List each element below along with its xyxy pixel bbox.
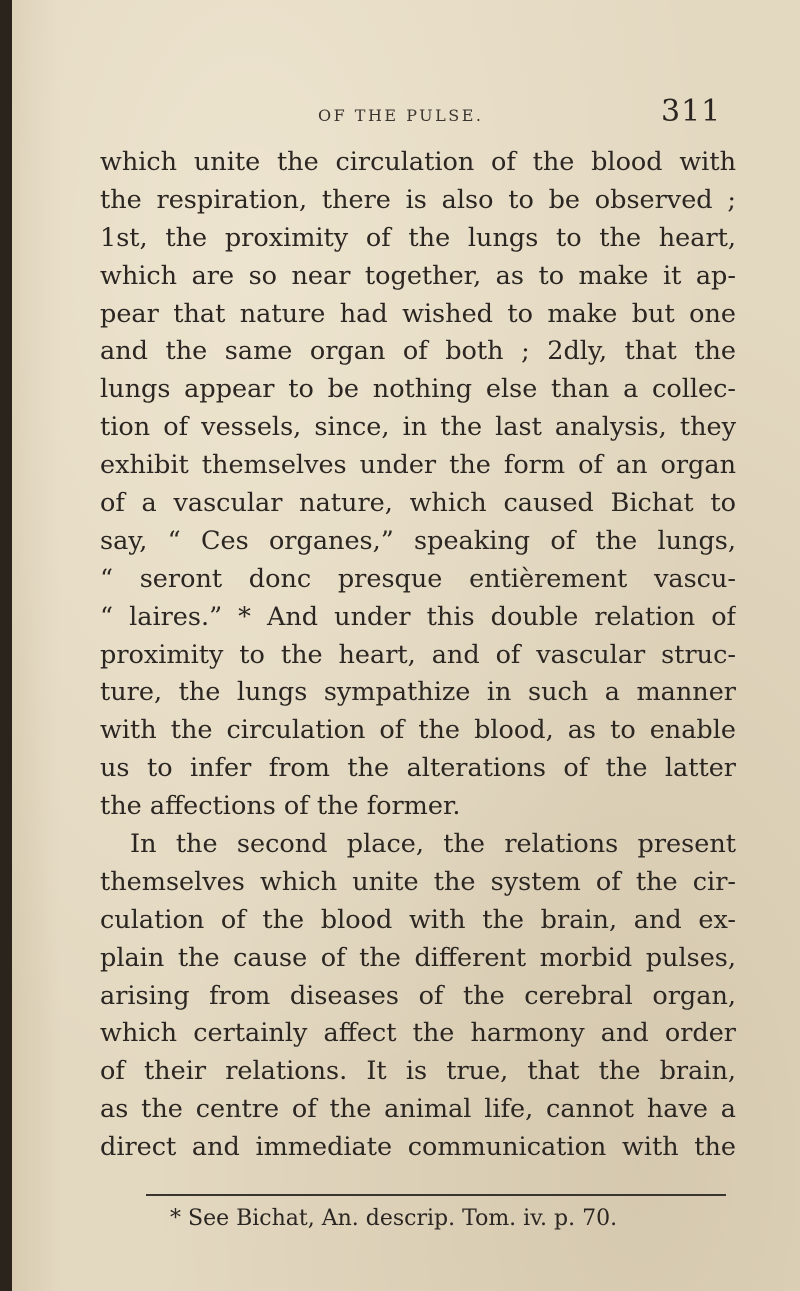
footnote: * See Bichat, An. descrip. Tom. iv. p. 70. — [170, 1206, 618, 1231]
text-line: the respiration, there is also to be observed ; — [100, 184, 736, 215]
text-line: exhibit themselves under the form of an organ — [100, 450, 736, 481]
text-line: 1st, the proximity of the lungs to the heart, — [100, 222, 736, 253]
text-line: lungs appear to be nothing else than a collec- — [100, 374, 736, 405]
text-line: “ seront donc presque entièrement vascu- — [100, 563, 736, 594]
text-line: of their relations. It is true, that the brain, — [100, 1056, 736, 1087]
text-line: the affections of the former. — [100, 791, 461, 822]
text-line: which certainly affect the harmony and order — [100, 1018, 736, 1049]
text-line: culation of the blood with the brain, and ex- — [100, 904, 736, 935]
text-line: proximity to the heart, and of vascular struc- — [100, 639, 736, 670]
text-line: of a vascular nature, which caused Bichat to — [100, 488, 736, 519]
text-line: and the same organ of both ; 2dly, that the — [100, 336, 736, 367]
text-line: as the centre of the animal life, cannot have a — [100, 1094, 736, 1125]
text-line: us to infer from the alterations of the latter — [100, 753, 736, 784]
text-line: with the circulation of the blood, as to enable — [100, 715, 736, 746]
book-page — [12, 0, 800, 1291]
footnote-rule — [146, 1194, 726, 1196]
text-line: tion of vessels, since, in the last analysis, they — [100, 412, 736, 443]
text-line: plain the cause of the different morbid pulses, — [100, 942, 736, 973]
text-line: direct and immediate communication with the — [100, 1132, 736, 1163]
text-line: ture, the lungs sympathize in such a manner — [100, 677, 736, 708]
text-line: “ laires.” * And under this double relation of — [100, 601, 736, 632]
text-line: themselves which unite the system of the cir- — [100, 866, 736, 897]
body-text — [100, 144, 736, 1167]
text-line: In the second place, the relations present — [130, 829, 736, 860]
page-number: 311 — [661, 94, 722, 129]
text-line: arising from diseases of the cerebral organ, — [100, 980, 736, 1011]
text-line: which unite the circulation of the blood with — [100, 147, 736, 177]
text-line: pear that nature had wished to make but one — [100, 298, 736, 329]
running-head: OF THE PULSE. — [318, 106, 484, 125]
text-line: which are so near together, as to make it ap- — [100, 260, 736, 291]
text-line: say, “ Ces organes,” speaking of the lungs, — [100, 525, 736, 556]
